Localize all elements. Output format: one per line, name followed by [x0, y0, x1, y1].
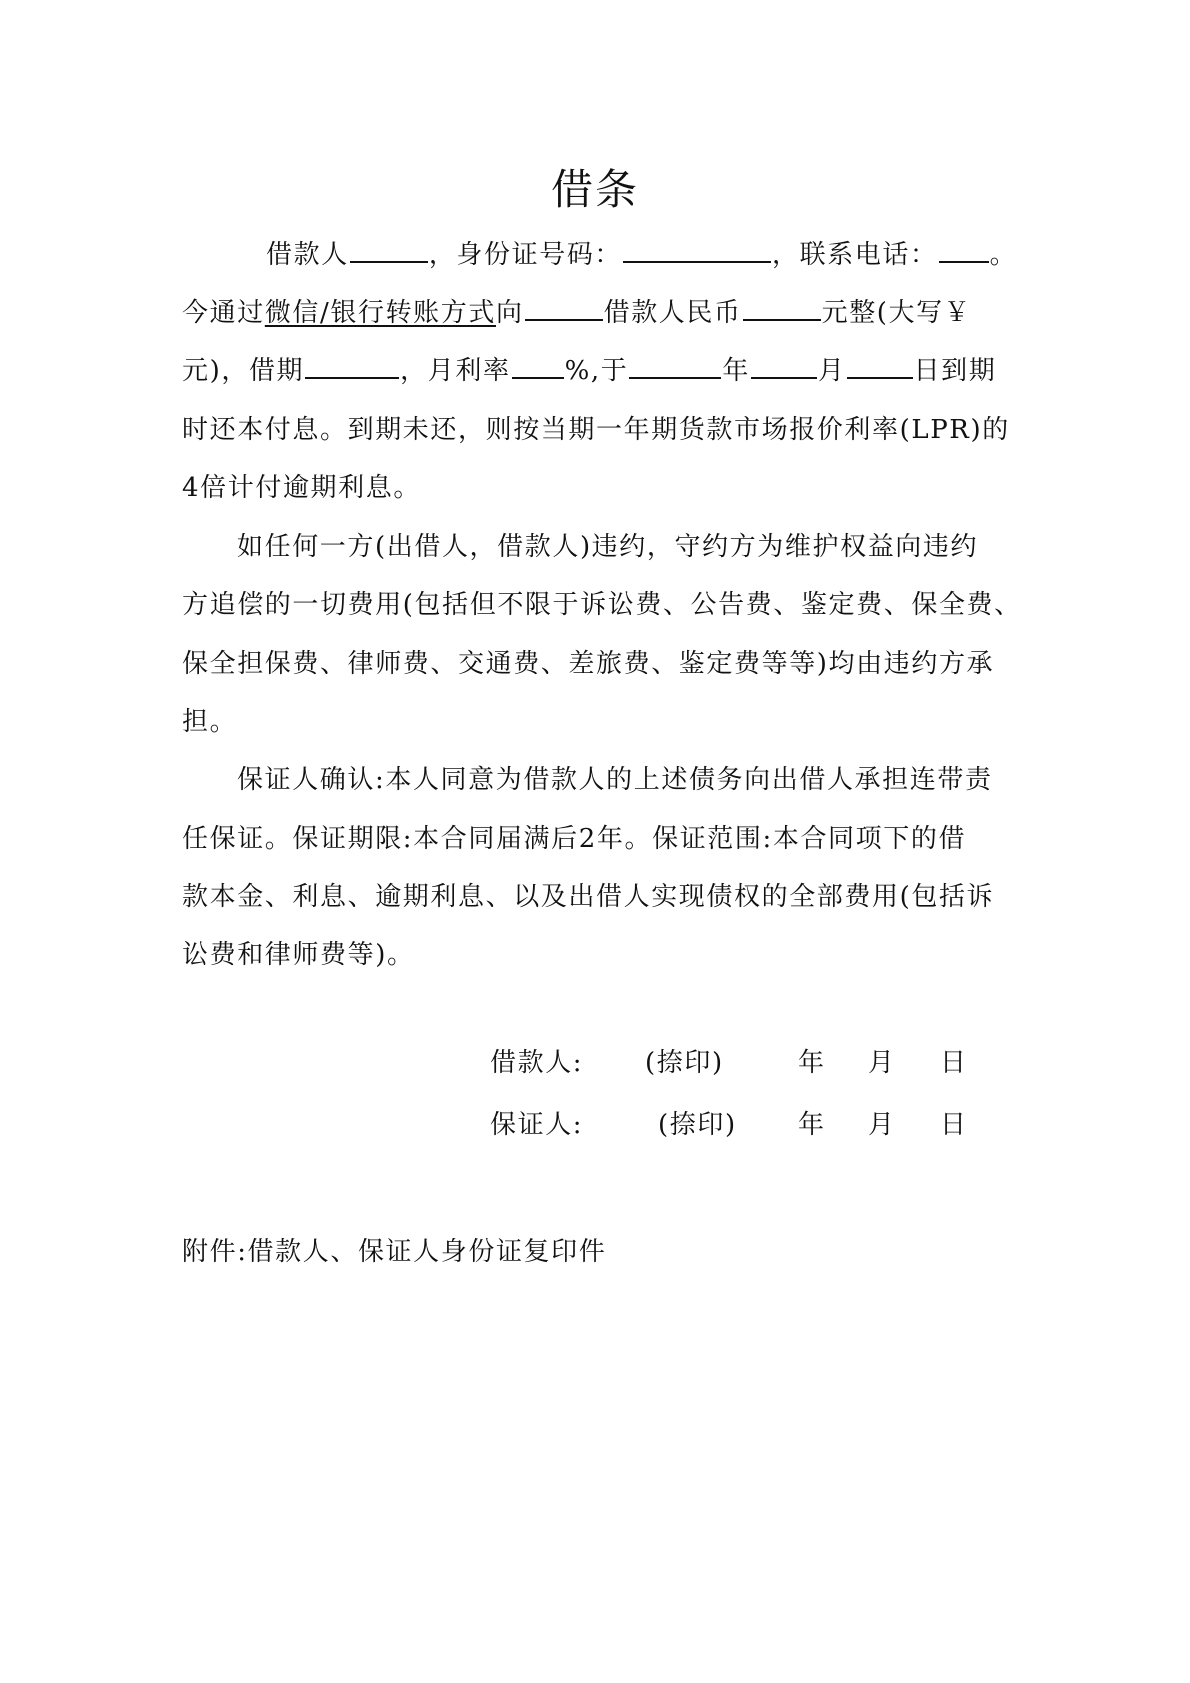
p3-line4: 讼费和律师费等)。	[182, 940, 415, 970]
borrower-seal-label[interactable]: (捺印)	[645, 1048, 724, 1078]
text: ，月利率	[400, 356, 511, 386]
p3-line1: 保证人确认:本人同意为借款人的上述债务向出借人承担连带责	[237, 765, 993, 795]
p1-line2	[182, 296, 971, 330]
id-number-label: ，身份证号码：	[428, 240, 623, 270]
borrower-day-label: 日	[940, 1048, 968, 1078]
due-year-blank[interactable]	[629, 355, 721, 379]
p3-line3: 款本金、利息、逾期利息、以及出借人实现债权的全部费用(包括诉	[182, 882, 995, 912]
amount-blank[interactable]	[743, 297, 821, 321]
text: 借款人民币	[603, 298, 742, 328]
p2-line1: 如任何一方(出借人，借款人)违约，守约方为维护权益向违约	[237, 532, 979, 562]
text: %,于	[564, 356, 629, 386]
document-title: 借条	[550, 165, 639, 214]
p1-line5: 4倍计付逾期利息。	[182, 473, 421, 503]
p2-line2: 方追偿的一切费用(包括但不限于诉讼费、公告费、鉴定费、保全费、	[182, 590, 1022, 620]
lender-name-blank[interactable]	[525, 297, 603, 321]
borrower-month-label: 月	[868, 1048, 896, 1078]
due-month-blank[interactable]	[751, 355, 817, 379]
loan-term-blank[interactable]	[305, 355, 399, 379]
p1-line4: 时还本付息。到期未还，则按当期一年期货款市场报价利率(LPR)的	[182, 415, 1010, 445]
guarantor-month-label: 月	[868, 1110, 896, 1140]
text: 元整(大写￥	[821, 298, 972, 328]
guarantor-day-label: 日	[940, 1110, 968, 1140]
text: 向	[495, 298, 524, 328]
p2-line3: 保全担保费、律师费、交通费、差旅费、鉴定费等等)均由违约方承	[182, 649, 995, 679]
text: 日到期	[913, 356, 997, 386]
borrower-signature-label[interactable]: 借款人:	[490, 1048, 584, 1078]
p1-line1	[266, 238, 1017, 272]
text: 元)，借期	[182, 356, 305, 386]
attachment-note: 附件:借款人、保证人身份证复印件	[182, 1237, 607, 1267]
phone-label: ，联系电话：	[772, 240, 938, 270]
id-number-blank[interactable]	[623, 239, 771, 263]
p1-line3	[182, 354, 996, 388]
guarantor-year-label: 年	[798, 1110, 826, 1140]
transfer-method: 微信/银行转账方式	[264, 298, 496, 328]
guarantor-signature-label[interactable]: 保证人:	[490, 1110, 584, 1140]
period: 。	[989, 240, 1018, 270]
phone-blank[interactable]	[939, 239, 989, 263]
p2-line4: 担。	[182, 707, 238, 737]
borrower-name-blank[interactable]	[350, 239, 428, 263]
borrower-label: 借款人	[266, 240, 349, 270]
borrower-year-label: 年	[798, 1048, 826, 1078]
due-day-blank[interactable]	[847, 355, 913, 379]
text: 今通过	[182, 298, 265, 328]
p3-line2: 任保证。保证期限:本合同届满后2年。保证范围:本合同项下的借	[182, 824, 967, 854]
text: 月	[817, 356, 846, 386]
guarantor-seal-label[interactable]: (捺印)	[658, 1110, 737, 1140]
text: 年	[722, 356, 750, 386]
interest-rate-blank[interactable]	[512, 355, 564, 379]
